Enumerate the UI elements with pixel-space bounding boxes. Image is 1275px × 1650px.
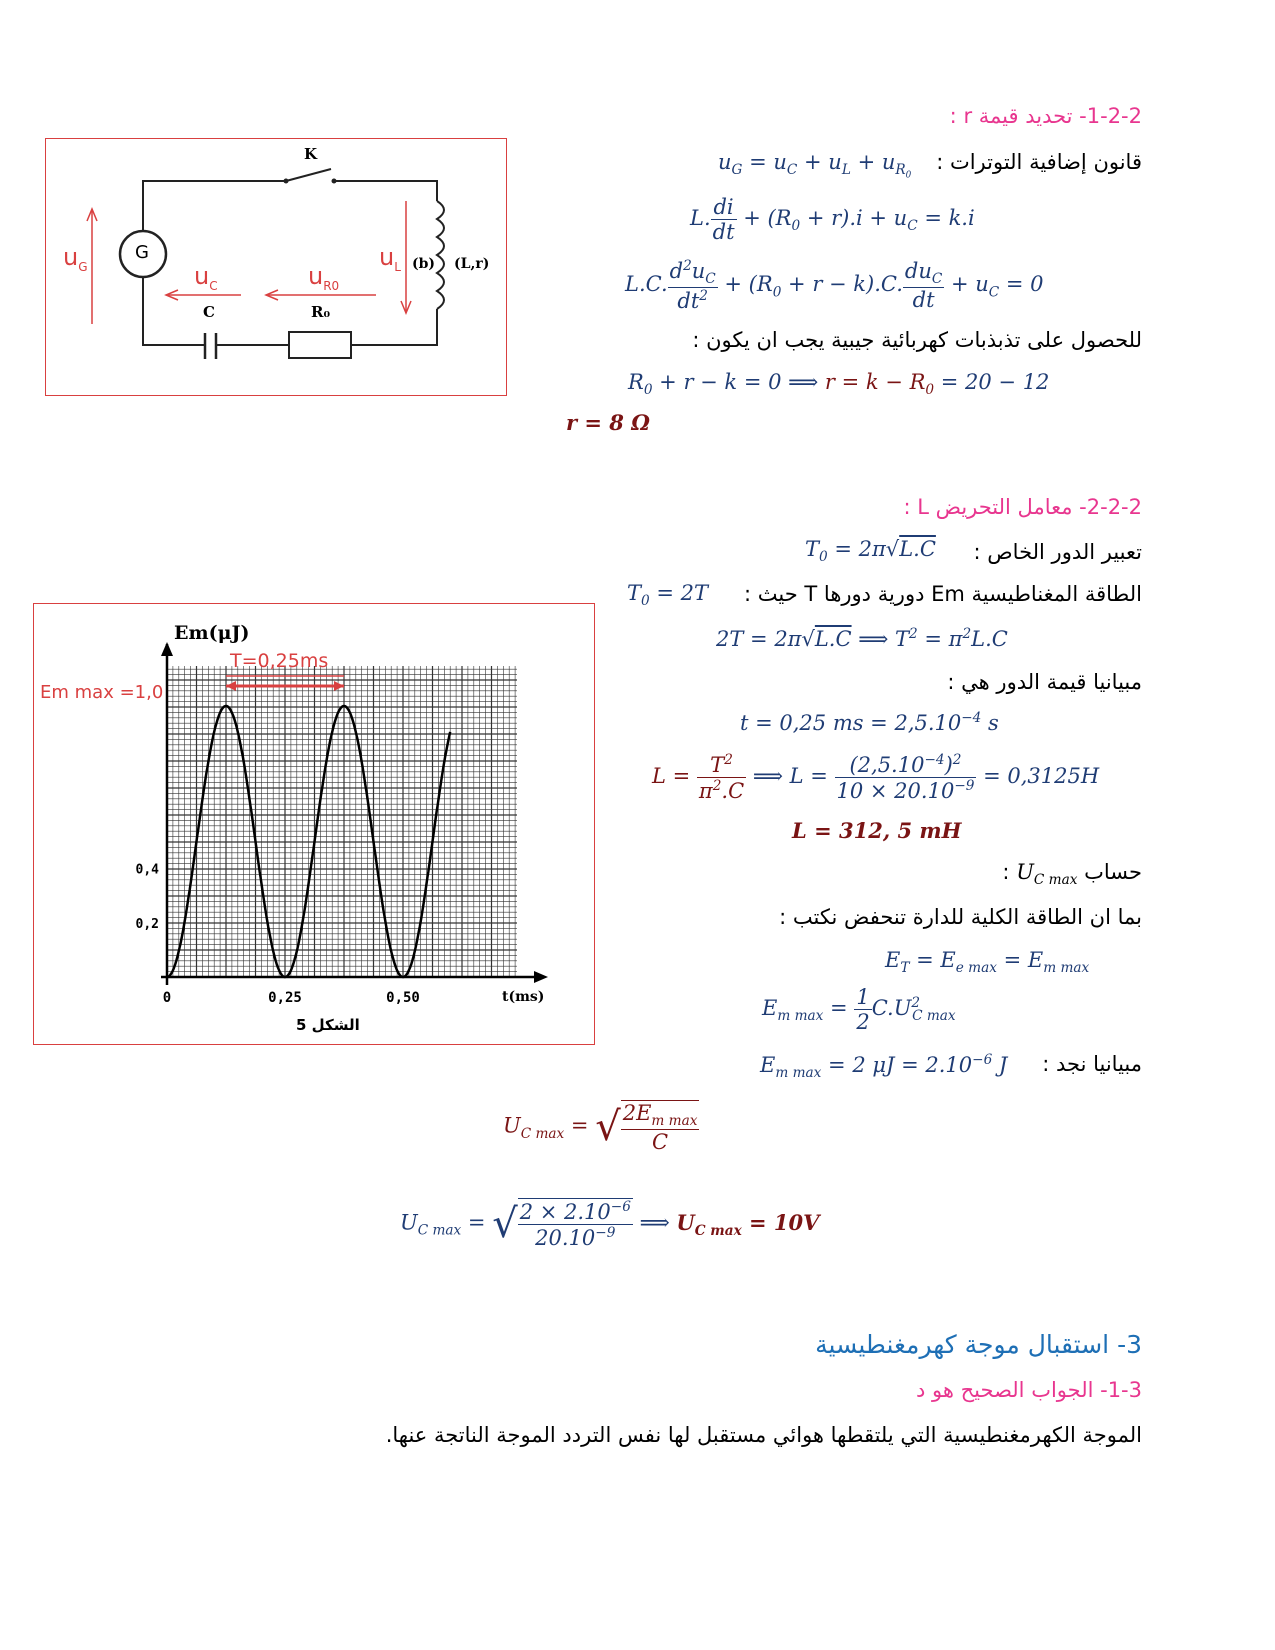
b-label: (b) [412,256,436,272]
equation-l: L = $\frac{T^2}{\pi^2.C}$ ⟹ L = $\frac{(2,5.10^{-4})^2}{10 \times 20.10^{-9}}$ = 0,3125H [652,752,1100,803]
chart-xlabel: t(ms) [502,989,545,1005]
ur0-label: $u_{R0}$ [308,262,340,293]
condition-text: للحصول على تذبذبات كهربائية جيبية يجب ان يكون : [692,328,1142,352]
equation-t-value: t = 0,25 ms = $2,5.10^{-4}$ s [740,710,999,735]
uc-label: $u_C$ [194,262,218,293]
result-l: L = 312, 5 mH [792,818,962,843]
x-tick-label: 0 [162,990,172,1006]
energy-chart [33,603,595,1045]
equation-differential-2: L.C. $\frac{d^2u_C}{dt^2}$ + $(R_0 + r - k).C$. $\frac{du_C}{dt}$ + $u_C = 0$ [625,258,1044,314]
equation-voltage-sum: $u_G = u_C + u_L + u_{R_0}$ [718,150,912,181]
x-tick-label: 0,25 [268,990,302,1006]
section-3-1-title: 1-3- الجواب الصحيح هو د [916,1378,1142,1402]
resistor-label: R₀ [311,303,331,321]
section-title-r: 1-2-2- تحديد قيمة r : [949,104,1142,128]
period-label: تعبير الدور الخاص : [973,540,1142,564]
capacitor-label: C [203,303,215,321]
law-label: قانون إضافية التوترات : [936,150,1142,174]
equation-energy-total: $E_T = E_{e max} = E_{m max}$ [885,948,1090,977]
lr-label: (L,r) [454,256,490,272]
section-title-l: 2-2-2- معامل التحريض L : [903,495,1142,519]
equation-em-max: $E_{m max}$ = $\frac{1}{2}$ $C.U^2_{C max}$ [762,985,956,1034]
ug-label: $u_G$ [63,243,88,274]
equation-em-value: $E_{m max} = 2$ $\mu J = 2.10^{-6}$ J [760,1052,1008,1082]
circuit-svg [46,139,506,395]
ul-label: $u_L$ [379,243,401,274]
generator-label: G [135,242,149,263]
equation-period: $T_0 = 2\pi√L.C$ [805,537,936,566]
ucmax-title: حساب $U_{C max}$ : [1002,860,1142,889]
graph-find-text: مبيانيا نجد : [1042,1052,1142,1076]
equation-condition: $R_0 + r - k = 0$ ⟹ $r = k - R_0 = 20 - 12$ [628,370,1050,399]
chart-caption: الشكل 5 [296,1016,360,1034]
section-3-text: الموجة الكهرمغنطيسية التي يلتقطها هوائي مستقبل لها نفس التردد الموجة الناتجة عنها. [385,1423,1142,1447]
equation-uc-formula: $U_{C max}$ = √ $\frac{2E_{m max}}{C}$ [503,1101,698,1155]
x-tick-label: 0,50 [386,990,420,1006]
chart-emax-label: Em max =1,0 [40,682,164,703]
period-arrow-head-right [334,681,344,691]
switch-label: K [304,145,318,163]
y-tick-label: 0,4 [135,862,159,878]
graph-period-text: مبيانيا قيمة الدور هي : [947,670,1142,694]
section-3-title: 3- استقبال موجة كهرمغنطيسية [815,1330,1142,1359]
equation-t0-2t: $T_0 = 2T$ [627,581,709,610]
y-axis-arrow [161,642,173,656]
period-arrow-head-left [226,681,236,691]
x-axis-arrow [534,971,548,983]
y-tick-label: 0,2 [135,916,159,932]
result-r: r = 8 Ω [566,410,650,435]
circuit-diagram [45,138,507,396]
equation-uc-calc: $U_{C max}$ = √ $\frac{2 \times 2.10^{-6}}{20.10^{-9}}$ ⟹ $U_{C max} = 10V$ [400,1199,820,1250]
energy-text: الطاقة المغناطيسية Em دورية دورها T حيث : [744,582,1142,606]
equation-differential-1: L. $\frac{di}{dt}$ + $(R_0 + r).i + u_C = k.i$ [690,195,975,244]
chart-period-label: T=0,25ms [230,650,329,672]
equation-t-squared: 2T = 2π√L.C ⟹ $T^2 = \pi^2L.C$ [716,626,1008,651]
conservation-text: بما ان الطاقة الكلية للدارة تنحفض نكتب : [779,905,1142,929]
chart-ylabel: Em(μJ) [174,622,250,644]
